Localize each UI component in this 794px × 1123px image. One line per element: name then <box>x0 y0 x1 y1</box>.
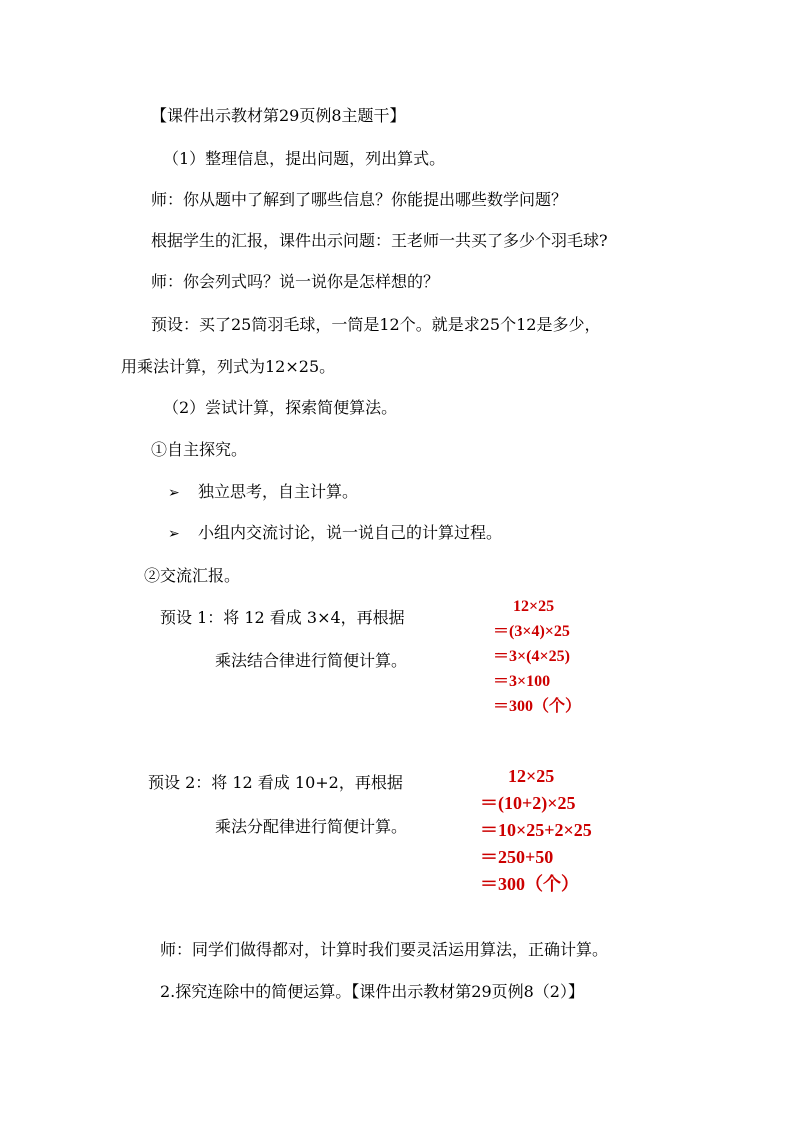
exchange-report: ②交流汇报。 <box>144 566 241 585</box>
calc-row: 12×25 <box>508 766 555 786</box>
arrow-bullet-icon: ➢ <box>168 526 180 542</box>
calc-row: ＝300（个） <box>480 874 579 894</box>
heading-courseware-prompt: 【课件出示教材第29页例8主题干】 <box>151 106 406 125</box>
preset-1-line-1: 预设 1：将 12 看成 3×4，再根据 <box>160 608 405 627</box>
calc-row: ＝(10+2)×25 <box>480 793 576 813</box>
calc-row: ＝300（个） <box>493 698 582 715</box>
preset-1-line-2: 乘法结合律进行简便计算。 <box>215 651 408 670</box>
section-2-heading: 2.探究连除中的简便运算。【课件出示教材第29页例8（2）】 <box>160 982 584 1001</box>
arrow-bullet-icon: ➢ <box>168 485 180 501</box>
calc-row: ＝250+50 <box>480 847 554 867</box>
preset-answer-line-2: 用乘法计算，列式为12×25。 <box>121 357 336 376</box>
teacher-question-2: 师：你会列式吗？说一说你是怎样想的？ <box>151 272 440 291</box>
teacher-question-1: 师：你从题中了解到了哪些信息？你能提出哪些数学问题？ <box>151 190 568 209</box>
calculation-block-1 <box>493 594 581 719</box>
step-1-title: （1）整理信息，提出问题，列出算式。 <box>163 149 446 168</box>
calculation-block-2 <box>480 763 592 898</box>
calc-row: ＝3×100 <box>493 673 551 690</box>
calc-row: ＝3×(4×25) <box>493 648 570 665</box>
bullet-item-2-text: 小组内交流讨论，说一说自己的计算过程。 <box>198 523 503 542</box>
bullet-item-1-text: 独立思考，自主计算。 <box>198 482 359 501</box>
calc-row: 12×25 <box>513 598 555 615</box>
calc-row: ＝10×25+2×25 <box>480 820 592 840</box>
bullet-item-1 <box>168 482 358 503</box>
teacher-summary: 师：同学们做得都对，计算时我们要灵活运用算法，正确计算。 <box>160 940 609 959</box>
courseware-question: 根据学生的汇报，课件出示问题：王老师一共买了多少个羽毛球? <box>151 231 608 250</box>
bullet-item-2 <box>168 523 502 544</box>
preset-2-line-2: 乘法分配律进行简便计算。 <box>215 817 408 836</box>
preset-answer-line-1: 预设：买了25筒羽毛球，一筒是12个。就是求25个12是多少， <box>151 315 601 334</box>
self-exploration: ①自主探究。 <box>151 440 248 459</box>
preset-2-line-1: 预设 2：将 12 看成 10+2，再根据 <box>148 773 403 792</box>
step-2-title: （2）尝试计算，探索简便算法。 <box>163 398 398 417</box>
calc-row: ＝(3×4)×25 <box>493 623 570 640</box>
